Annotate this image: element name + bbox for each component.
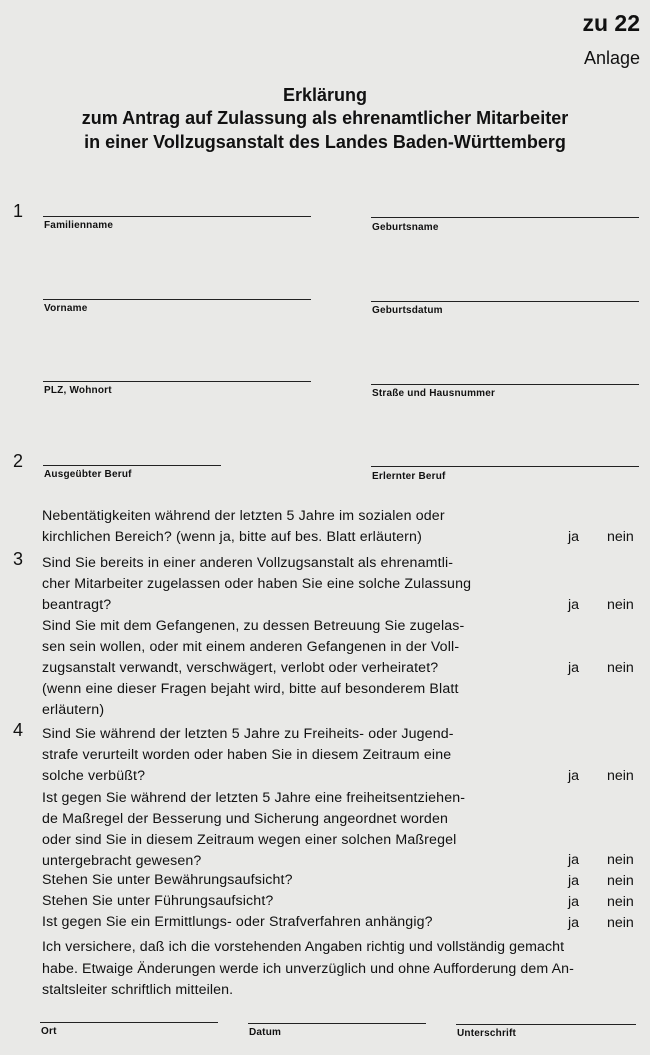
plz-wohnort-label: PLZ, Wohnort	[44, 385, 112, 396]
nein-option[interactable]: nein	[607, 660, 634, 676]
ort-label: Ort	[41, 1026, 57, 1037]
question-line: Nebentätigkeiten während der letzten 5 Jahre im sozialen oder	[42, 508, 445, 524]
vorname-field-line[interactable]	[43, 299, 311, 300]
question-line: zugsanstalt verwandt, verschwägert, verlobt oder verheiratet?	[42, 660, 439, 676]
question-line: kirchlichen Bereich? (wenn ja, bitte auf bes. Blatt erläutern)	[42, 529, 422, 545]
declaration-text	[42, 937, 574, 1002]
question-line: Sind Sie bereits in einer anderen Vollzugsanstalt als ehrenamtli-	[42, 555, 454, 571]
erlernter-beruf-field-line[interactable]	[371, 466, 639, 467]
question-verwandtschaft	[42, 616, 464, 721]
nein-option[interactable]: nein	[607, 873, 634, 889]
question-bewaehrungsaufsicht: Stehen Sie unter Bewährungsaufsicht?	[42, 872, 293, 888]
question-line: Ist gegen Sie während der letzten 5 Jahre eine freiheitsentziehen-	[42, 790, 466, 806]
title-line-2: zum Antrag auf Zulassung als ehrenamtlicher Mitarbeiter	[81, 108, 569, 128]
question-andere-vollzugsanstalt	[42, 553, 471, 616]
nein-option[interactable]: nein	[607, 597, 634, 613]
question-line: oder sind Sie in diesem Zeitraum wegen einer solchen Maßregel	[42, 832, 457, 848]
document-reference: zu 22	[582, 10, 640, 36]
ja-option[interactable]: ja	[568, 660, 580, 676]
question-line: solche verbüßt?	[42, 768, 146, 784]
unterschrift-label: Unterschrift	[457, 1028, 517, 1039]
geburtsdatum-label: Geburtsdatum	[372, 305, 443, 316]
question-line: cher Mitarbeiter zugelassen oder haben Sie eine solche Zulassung	[42, 576, 472, 592]
question-line: Sind Sie während der letzten 5 Jahre zu Freiheits- oder Jugend-	[42, 726, 454, 742]
nein-option[interactable]: nein	[607, 852, 634, 868]
ja-option[interactable]: ja	[568, 915, 580, 931]
section-number-2: 2	[13, 451, 24, 471]
datum-label: Datum	[249, 1027, 282, 1038]
declaration-line: staltsleiter schriftlich mitteilen.	[42, 982, 234, 998]
geburtsname-field-line[interactable]	[371, 217, 639, 218]
question-nebentaetigkeiten	[42, 506, 445, 548]
plz-wohnort-field-line[interactable]	[43, 381, 311, 382]
beruf-field-line[interactable]	[43, 465, 221, 466]
vorname-label: Vorname	[44, 303, 88, 314]
familienname-label: Familienname	[44, 220, 114, 231]
section-number-1: 1	[13, 201, 24, 221]
ja-option[interactable]: ja	[568, 894, 580, 910]
section-number-4: 4	[13, 720, 24, 740]
beruf-label: Ausgeübter Beruf	[44, 469, 132, 480]
datum-field-line[interactable]	[248, 1023, 426, 1024]
nein-option[interactable]: nein	[607, 915, 634, 931]
question-verurteilung	[42, 724, 454, 787]
ort-field-line[interactable]	[40, 1022, 218, 1023]
ja-option[interactable]: ja	[568, 873, 580, 889]
question-line: strafe verurteilt worden oder haben Sie in diesem Zeitraum eine	[42, 747, 452, 763]
attachment-label: Anlage	[583, 48, 640, 68]
title-line-3: in einer Vollzugsanstalt des Landes Baden-Württemberg	[84, 132, 566, 152]
ja-option[interactable]: ja	[568, 597, 580, 613]
ja-option[interactable]: ja	[568, 852, 580, 868]
question-line: Sind Sie mit dem Gefangenen, zu dessen Betreuung Sie zugelas-	[42, 618, 465, 634]
question-line: de Maßregel der Besserung und Sicherung angeordnet worden	[42, 811, 449, 827]
question-line: sen sein wollen, oder mit einem anderen Gefangenen in der Voll-	[42, 639, 460, 655]
nein-option[interactable]: nein	[607, 894, 634, 910]
section-number-3: 3	[13, 549, 24, 569]
familienname-field-line[interactable]	[43, 216, 311, 217]
title-line-1: Erklärung	[282, 85, 368, 105]
ja-option[interactable]: ja	[568, 768, 580, 784]
nein-option[interactable]: nein	[607, 768, 634, 784]
geburtsdatum-field-line[interactable]	[371, 301, 639, 302]
declaration-line: habe. Etwaige Änderungen werde ich unverzüglich und ohne Aufforderung dem An-	[42, 960, 574, 977]
ja-option[interactable]: ja	[568, 529, 580, 545]
strasse-label: Straße und Hausnummer	[372, 388, 496, 399]
question-line: erläutern)	[42, 702, 105, 718]
geburtsname-label: Geburtsname	[372, 222, 439, 233]
unterschrift-field-line[interactable]	[456, 1024, 636, 1025]
nein-option[interactable]: nein	[607, 529, 634, 545]
question-line: beantragt?	[42, 597, 112, 613]
strasse-field-line[interactable]	[371, 384, 639, 385]
question-fuehrungsaufsicht: Stehen Sie unter Führungsaufsicht?	[42, 893, 274, 909]
question-massregel	[42, 788, 465, 872]
question-line: untergebracht gewesen?	[42, 853, 202, 869]
erlernter-beruf-label: Erlernter Beruf	[372, 471, 446, 482]
declaration-line: Ich versichere, daß ich die vorstehenden Angaben richtig und vollständig gemacht	[42, 939, 565, 955]
question-line: (wenn eine dieser Fragen bejaht wird, bitte auf besonderem Blatt	[42, 681, 459, 697]
question-ermittlungsverfahren: Ist gegen Sie ein Ermittlungs- oder Strafverfahren anhängig?	[42, 914, 433, 930]
